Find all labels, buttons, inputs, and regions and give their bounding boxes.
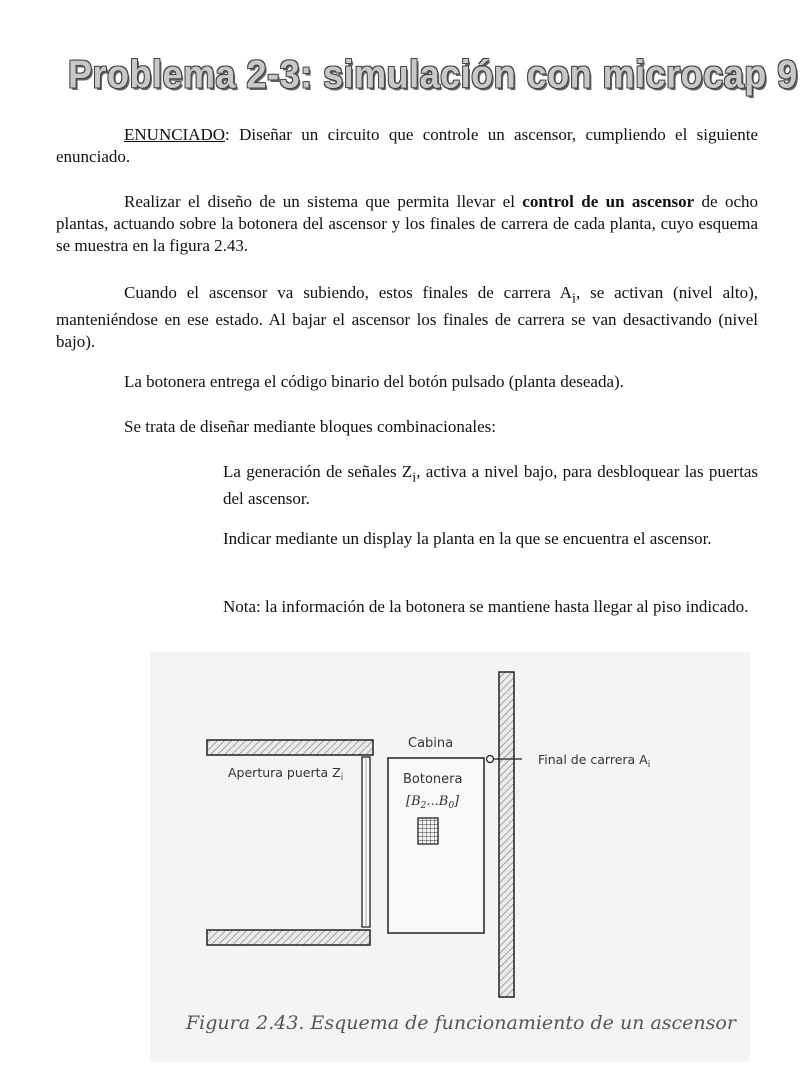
codigo-open: [B — [406, 794, 421, 809]
codigo-mid: ...B — [426, 794, 449, 809]
diseno-text-post: de ocho plantas, actuando sobre la botonera del ascensor y los finales de carrera de cada planta, cuyo esquema se muestra en la figura 2.43. — [56, 192, 758, 255]
label-botonera: Botonera — [403, 772, 463, 787]
lower-floor-slab — [207, 930, 370, 945]
apertura-sub: i — [340, 773, 344, 783]
paragraph-bloques: Se trata de diseñar mediante bloques combinacionales: — [124, 417, 496, 436]
final-text: Final de carrera A — [538, 752, 648, 767]
paragraph-botonera: La botonera entrega el código binario del botón pulsado (planta deseada). — [124, 372, 624, 391]
diseno-text-bold: control de un ascensor — [522, 192, 695, 211]
enunciado-text: : Diseñar un circuito que controle un ascensor, cumpliendo el siguiente enunciado. — [56, 125, 758, 166]
label-apertura — [228, 765, 343, 783]
upper-floor-slab — [207, 740, 373, 755]
limit-switch-icon — [487, 756, 494, 763]
codigo-sub1: 2 — [420, 801, 427, 811]
paragraph-finales-carrera — [56, 282, 758, 353]
elevator-diagram — [150, 652, 750, 1062]
paragraph-display: Indicar mediante un display la planta en la que se encuentra el ascensor. — [223, 529, 712, 548]
figure-caption: Figura 2.43. Esquema de funcionamiento de un ascensor — [186, 1012, 736, 1034]
finales-text-pre: Cuando el ascensor va subiendo, estos finales de carrera A — [124, 283, 573, 302]
page-title: Problema 2-3: simulación con microcap 9 — [68, 52, 798, 97]
paragraph-diseno — [56, 191, 758, 257]
keypad-icon — [418, 818, 438, 844]
codigo-sub2: 0 — [448, 801, 455, 811]
final-sub: i — [647, 760, 651, 770]
senales-text-post: , activa a nivel bajo, para desbloquear las puertas del ascensor. — [223, 462, 758, 509]
shaft-wall — [499, 672, 514, 997]
codigo-close: ] — [454, 794, 460, 809]
apertura-text: Apertura puerta Z — [228, 765, 341, 780]
enunciado-label: ENUNCIADO — [124, 125, 226, 144]
finales-text-post: , se activan (nivel alto), manteniéndose en ese estado. Al bajar el ascensor los finales de carrera se van desactivando (nivel bajo). — [56, 283, 758, 352]
elevator-diagram-svg — [150, 652, 750, 1062]
paragraph-senales-z — [223, 461, 758, 510]
paragraph-enunciado — [56, 124, 758, 168]
senales-text-sub: i — [412, 469, 417, 486]
label-cabina: Cabina — [408, 736, 454, 751]
label-final-carrera — [538, 752, 650, 770]
paragraph-nota: Nota: la información de la botonera se mantiene hasta llegar al piso indicado. — [223, 597, 749, 616]
diseno-text-pre: Realizar el diseño de un sistema que permita llevar el — [124, 192, 523, 211]
finales-text-sub: i — [572, 290, 576, 307]
senales-text-pre: La generación de señales Z — [223, 462, 413, 481]
